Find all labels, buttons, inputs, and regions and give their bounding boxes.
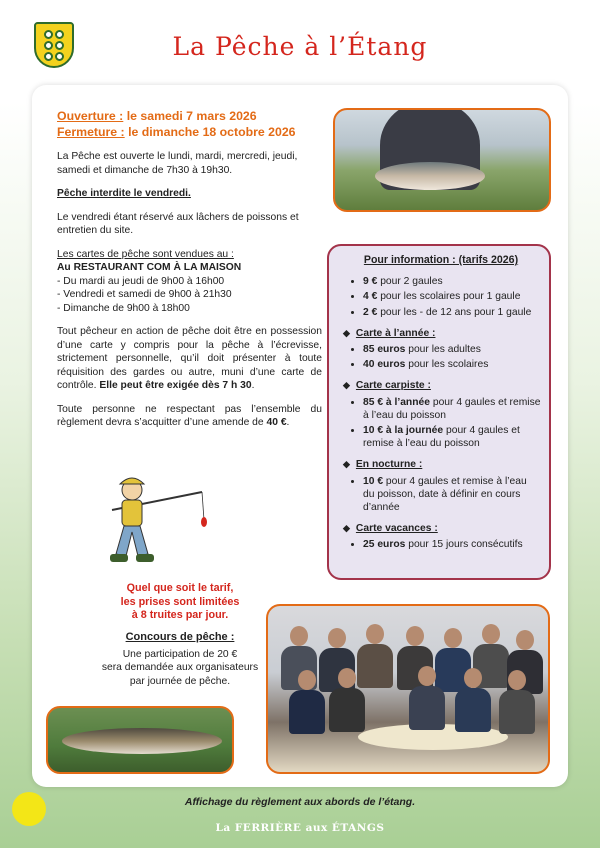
tarif-item: • 85 € à l’année pour 4 gaules et remise à l’eau du poisson — [363, 396, 541, 422]
contest-title: Concours de pêche : — [125, 631, 235, 643]
friday-reason: Le vendredi étant réservé aux lâchers de poissons et entretien du site. — [57, 211, 299, 236]
night-list — [341, 475, 541, 515]
hours-item: - Du mardi au jeudi de 9h00 à 16h00 — [57, 275, 225, 287]
tarifs-info-box — [327, 244, 551, 580]
carp-card-heading: ◆ Carte carpiste : — [343, 379, 541, 392]
restaurant-name: Au RESTAURANT COM À LA MAISON — [57, 262, 242, 273]
footer-town-name: La FERRIÈRE aux ÉTANGS — [215, 822, 385, 834]
fine-rule: Toute personne ne respectant pas l’ensemble du règlement devra s’acquitter d’une amende de 40 €. — [57, 403, 322, 428]
closing-date: le dimanche 18 octobre 2026 — [124, 125, 296, 139]
tarif-item: • 9 € pour 2 gaules — [363, 275, 541, 288]
annual-card-heading: ◆ Carte à l’année : — [343, 327, 541, 340]
forbidden-notice: Pêche interdite le vendredi. — [57, 188, 191, 199]
opening-date: le samedi 7 mars 2026 — [123, 109, 257, 123]
opening-days: La Pêche est ouverte le lundi, mardi, mercredi, jeudi, samedi et dimanche de 7h30 à 19h30. — [57, 151, 298, 176]
opening-label: Ouverture : — [57, 109, 124, 123]
tarifs-heading: Pour information : (tarifs 2026) — [363, 254, 519, 266]
card-rule: Tout pêcheur en action de pêche doit être en possession d’une carte y compris pour la pêche à l’écrevisse, strictement personnelle, qu’il doit présenter à toute réquisition des gardes ou autre, muni d’une carte de contrôle. Elle peut être exigée dès 7 h 30. — [57, 326, 322, 391]
season-dates — [57, 108, 322, 140]
holiday-card-heading: ◆ Carte vacances : — [343, 522, 541, 535]
cartoon-fisherman-illustration — [92, 470, 214, 570]
hours-item: - Vendredi et samedi de 9h00 à 21h30 — [57, 289, 232, 300]
closing-label: Fermeture : — [57, 125, 125, 139]
tarif-item: • 40 euros pour les scolaires — [363, 358, 541, 371]
tarif-item: • 10 € pour 4 gaules et remise à l’eau du poisson, date à définir en cours d’année — [363, 475, 541, 515]
contest-line: par journée de pêche. — [129, 675, 231, 687]
night-heading: ◆ En nocturne : — [343, 458, 541, 471]
tarif-item: • 10 € à la journée pour 4 gaules et remise à l’eau du poisson — [363, 424, 541, 450]
group-meeting-photo — [266, 604, 550, 774]
contest-section — [60, 631, 300, 688]
fisherman-with-fish-photo — [333, 108, 551, 212]
tarif-item: • 2 € pour les - de 12 ans pour 1 gaule — [363, 306, 541, 319]
hours-item: - Dimanche de 9h00 à 18h00 — [57, 302, 190, 314]
cards-sold-label: Les cartes de pêche sont vendues au : — [57, 248, 234, 260]
trout-photo — [46, 706, 234, 774]
contest-line: sera demandée aux organisateurs — [101, 662, 259, 673]
catch-limit-notice: Quel que soit le tarif, les prises sont limitées à 8 truites par jour. — [120, 582, 240, 621]
carp-card-list — [341, 396, 541, 451]
rules-column — [57, 108, 322, 440]
annual-card-list — [341, 343, 541, 371]
contest-line: Une participation de 20 € — [122, 648, 238, 660]
tarif-item: • 25 euros pour 15 jours consécutifs — [363, 538, 541, 551]
holiday-card-list — [341, 538, 541, 551]
tarif-item: • 85 euros pour les adultes — [363, 343, 541, 356]
page-title: La Pêche à l’Étang — [172, 32, 428, 61]
tarifs-list — [341, 275, 541, 319]
photo-caption: Affichage du règlement aux abords de l’étang. — [184, 796, 416, 808]
tarif-item: • 4 € pour les scolaires pour 1 gaule — [363, 290, 541, 303]
